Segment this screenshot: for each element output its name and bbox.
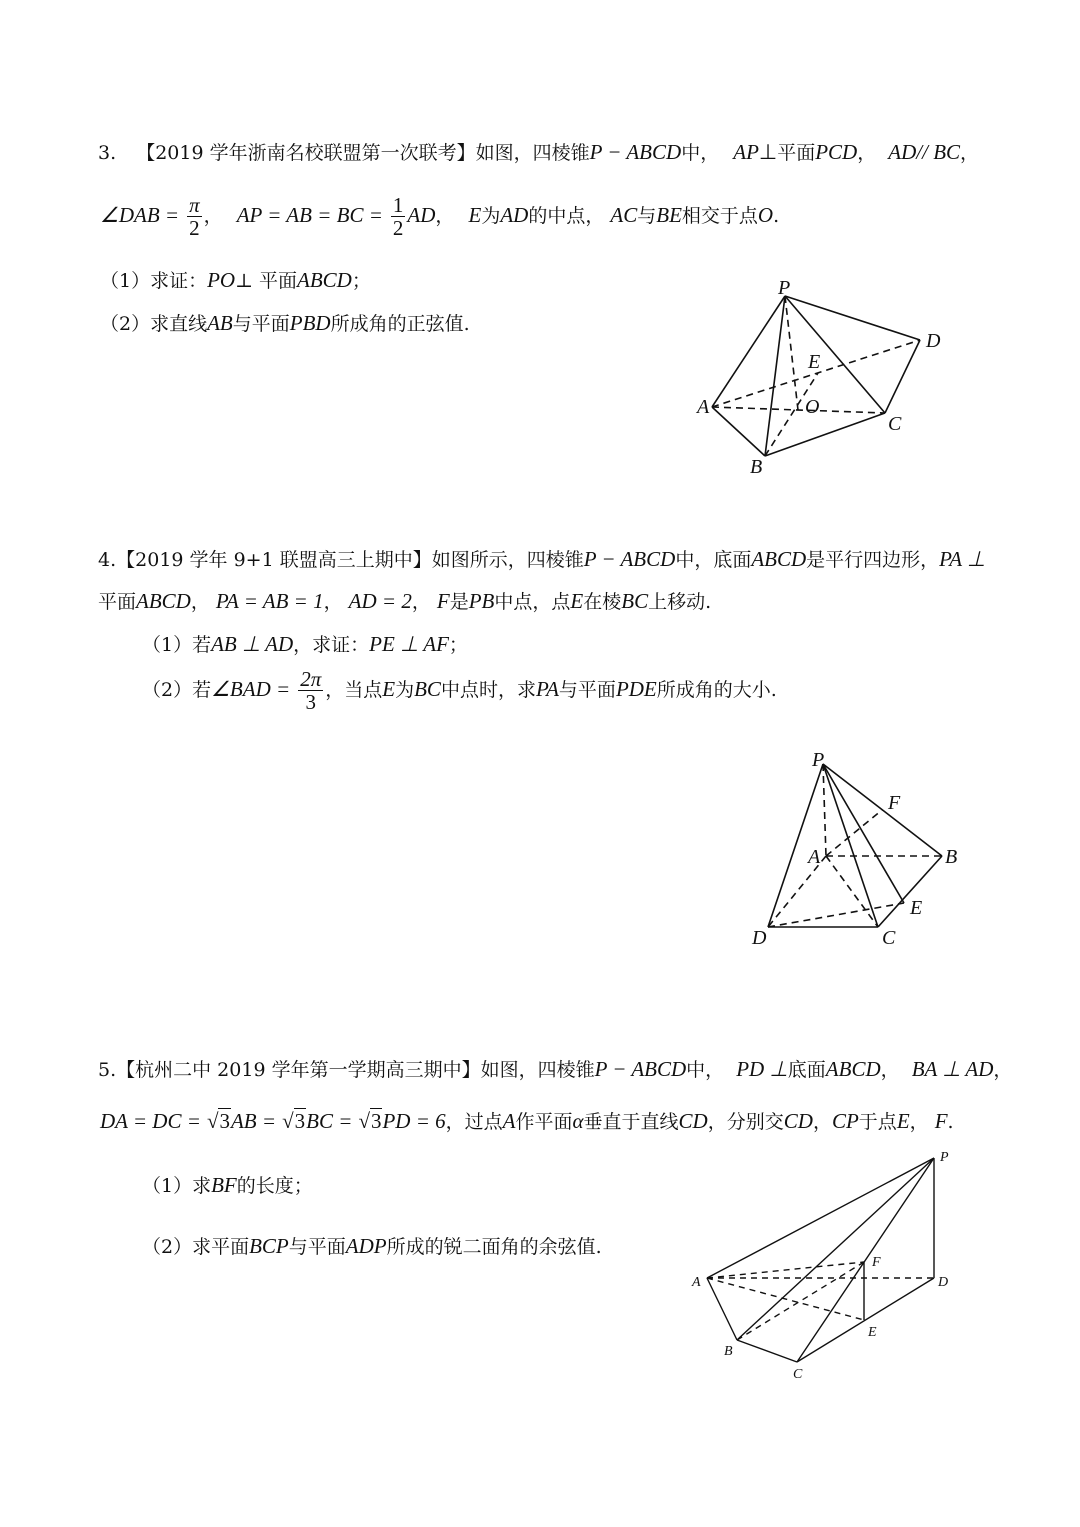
label-E: E: [808, 351, 821, 373]
label-P: P: [778, 277, 791, 299]
sqrt-3: √3: [358, 1109, 382, 1133]
edge-AB: [707, 1278, 737, 1340]
fraction-one-half: $\frac{1}{2}$: [392, 193, 404, 241]
label-A: A: [697, 396, 710, 418]
problem-3-question-1: （1）求证：PO⊥ 平面ABCD；: [100, 268, 371, 292]
label-C: C: [882, 927, 896, 949]
label-D: D: [752, 927, 767, 949]
problem-4-question-2: （2）若∠BAD = $\frac{2\pi}{3}$ ，当点E为BC中点时，求PA与平面PDE所成角的大小.: [142, 667, 777, 715]
problem-5-line-1: 5.【杭州二中 2019 学年第一学期高三期中】如图，四棱锥P − ABCD中， PD ⊥底面ABCD， BA ⊥ AD，: [98, 1057, 1013, 1081]
label-C: C: [888, 413, 902, 435]
problem-4-question-1: （1）若AB ⊥ AD，求证：PE ⊥ AF；: [142, 632, 468, 656]
edge-PC: [797, 1158, 934, 1362]
problem-5-line-2: DA = DC = √3AB = √3BC = √3PD = 6，过点A作平面α垂直于直线CD，分别交CD，CP于点E， F.: [100, 1109, 954, 1133]
label-D: D: [938, 1275, 949, 1290]
label-P: P: [940, 1150, 949, 1165]
label-B: B: [945, 846, 958, 868]
label-F: F: [872, 1255, 881, 1270]
label-A: A: [692, 1275, 701, 1290]
label-E: E: [910, 897, 923, 919]
problem-3-line-2: ∠DAB = $\frac{\pi}{2}$ ， AP = AB = BC = $\frac{1}{2}$ AD， E为AD的中点， AC与BE相交于点O.: [100, 193, 780, 241]
problem-5-question-2: （2）求平面BCP与平面ADP所成的锐二面角的余弦值.: [142, 1234, 602, 1258]
edge-CD: [797, 1278, 934, 1362]
problem-3-line-1: 3. 【2019 学年浙南名校联盟第一次联考】如图，四棱锥P − ABCD中， AP⊥平面PCD， AD// BC，: [98, 140, 980, 164]
problem-5-question-1: （1）求BF的长度；: [142, 1173, 313, 1197]
edge-AP: [707, 1158, 934, 1278]
label-B: B: [724, 1344, 733, 1359]
label-P: P: [812, 749, 825, 771]
fraction-2pi-over-3: $\frac{2\pi}{3}$: [300, 667, 322, 715]
problem-3-question-2: （2）求直线AB与平面PBD所成角的正弦值.: [100, 311, 470, 335]
label-F: F: [888, 792, 901, 814]
label-B: B: [750, 456, 763, 478]
sqrt-3: √3: [206, 1109, 230, 1133]
label-E: E: [868, 1325, 877, 1340]
label-D: D: [926, 330, 941, 352]
problem-4-line-2: 平面ABCD， PA = AB = 1， AD = 2， F是PB中点，点E在棱BC上移动.: [98, 589, 712, 613]
hidden-edges: [707, 1262, 934, 1340]
label-C: C: [793, 1367, 803, 1382]
fraction-pi-over-2: $\frac{\pi}{2}$: [189, 193, 200, 241]
sqrt-3: √3: [282, 1109, 306, 1133]
label-O: O: [805, 396, 820, 418]
problem-4-line-1: 4.【2019 学年 9+1 联盟高三上期中】如图所示，四棱锥P − ABCD中，底面ABCD是平行四边形，PA ⊥: [98, 547, 986, 571]
edge-BC: [737, 1340, 797, 1362]
label-A: A: [808, 846, 821, 868]
